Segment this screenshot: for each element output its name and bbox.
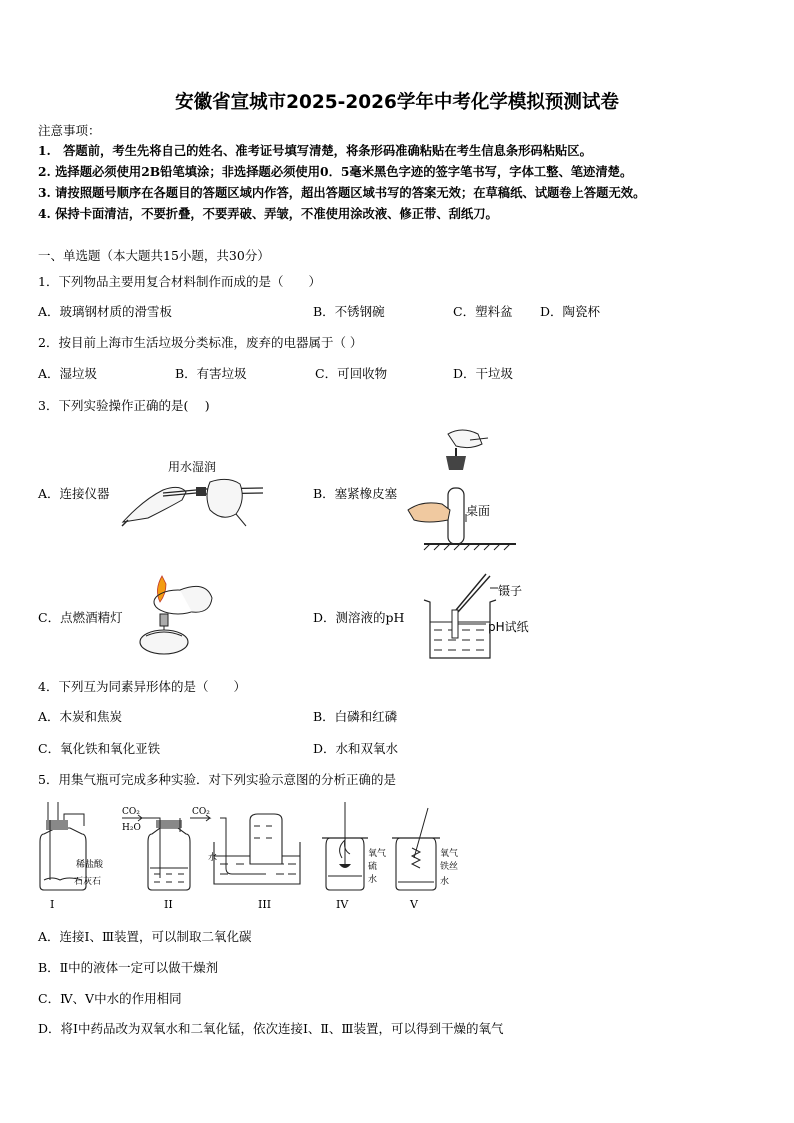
q4-stem: 4．下列互为同素异形体的是（ ） xyxy=(38,679,246,694)
q3-stem: 3．下列实验操作正确的是( ) xyxy=(38,398,210,413)
q3-a-label: 用水湿润 xyxy=(168,460,217,474)
bottle-v-label-water: 水 xyxy=(440,877,450,887)
bottle-i-label-limestone: 石灰石 xyxy=(74,877,102,887)
q4-option-b: B．白磷和红磷 xyxy=(313,709,398,724)
bottle-iv-label-oxygen: 氧气 xyxy=(368,849,387,859)
bottle-i-number: I xyxy=(50,898,55,911)
bottle-v-label-iron-wire: 铁丝 xyxy=(440,862,459,872)
q4-option-a: A．木炭和焦炭 xyxy=(38,709,123,724)
q3-b-label: 桌面 xyxy=(466,504,491,518)
alcohol-lamp-figure xyxy=(136,572,218,660)
q2-option-d: D．干垃圾 xyxy=(453,366,514,381)
notice-item-2: 2. 选择题必须使用2B铅笔填涂；非选择题必须使用0．5毫米黑色字迹的签字笔书写，字体工整、笔迹清楚。 xyxy=(38,164,633,179)
q2-stem: 2．按目前上海市生活垃圾分类标准，废弃的电器属于（ ） xyxy=(38,335,363,350)
section-heading: 一、单选题（本大题共15小题，共30分） xyxy=(38,248,270,263)
notice-item-4: 4. 保持卡面清洁，不要折叠，不要弄破、弄皱，不准使用涂改液、修正带、刮纸刀。 xyxy=(38,206,498,221)
bottle-ii-out-co2: CO₂ xyxy=(192,807,210,817)
q2-option-b: B．有害垃圾 xyxy=(175,366,247,381)
connect-apparatus-figure xyxy=(118,470,268,530)
bottle-iv-label-sulfur: 硫 xyxy=(368,862,378,872)
gas-bottle-figures xyxy=(30,798,470,916)
bottle-ii-number: II xyxy=(164,898,173,911)
stopper-figure xyxy=(408,426,520,550)
q4-option-c: C．氧化铁和氧化亚铁 xyxy=(38,741,161,756)
q5-option-a: A．连接Ⅰ、Ⅲ装置，可以制取二氧化碳 xyxy=(38,929,252,944)
notice-heading: 注意事项： xyxy=(38,123,101,138)
bottle-ii-in-h2o: H₂O xyxy=(122,823,141,833)
bottle-ii xyxy=(122,807,210,911)
bottle-v-number: V xyxy=(410,898,418,911)
bottle-iii xyxy=(208,814,300,911)
bottle-i-label-acid: 稀盐酸 xyxy=(76,860,104,870)
notice-item-1: 1. 答题前，考生先将自己的姓名、准考证号填写清楚，将条形码准确粘贴在考生信息条形码粘贴区。 xyxy=(38,143,592,158)
bottle-iv-number: IV xyxy=(336,898,349,911)
bottle-iv-label-water: 水 xyxy=(368,875,378,885)
q3-d-label-tweezers: 镊子 xyxy=(498,584,523,598)
q1-option-b: B．不锈钢碗 xyxy=(313,304,385,319)
q3-option-a: A．连接仪器 xyxy=(38,486,110,501)
q5-option-b: B．Ⅱ中的液体一定可以做干燥剂 xyxy=(38,960,219,975)
bottle-iii-label-water: 水 xyxy=(208,853,218,863)
q1-option-d: D．陶瓷杯 xyxy=(540,304,601,319)
q4-option-d: D．水和双氧水 xyxy=(313,741,399,756)
q3-option-b: B．塞紧橡皮塞 xyxy=(313,486,398,501)
bottle-i xyxy=(40,802,104,911)
q3-option-d: D．测溶液的pH xyxy=(313,610,405,625)
bottle-ii-in-co2: CO₂ xyxy=(122,807,140,817)
q2-option-c: C．可回收物 xyxy=(315,366,388,381)
q5-option-d: D．将Ⅰ中药品改为双氧水和二氧化锰，依次连接Ⅰ、Ⅱ、Ⅲ装置，可以得到干燥的氧气 xyxy=(38,1021,504,1036)
bottle-iv xyxy=(322,802,386,911)
q3-d-label-ph-paper: pH试纸 xyxy=(488,620,529,634)
bottle-v xyxy=(392,808,458,911)
q1-stem: 1．下列物品主要用复合材料制作而成的是（ ） xyxy=(38,274,321,289)
q5-option-c: C．Ⅳ、Ⅴ中水的作用相同 xyxy=(38,991,182,1006)
bottle-v-label-oxygen: 氧气 xyxy=(440,849,459,859)
q1-option-a: A．玻璃钢材质的滑雪板 xyxy=(38,304,173,319)
bottle-iii-number: III xyxy=(258,898,272,911)
q1-option-c: C．塑料盆 xyxy=(453,304,513,319)
q5-stem: 5．用集气瓶可完成多种实验．对下列实验示意图的分析正确的是 xyxy=(38,772,396,787)
q3-option-c: C．点燃酒精灯 xyxy=(38,610,123,625)
q2-option-a: A．湿垃圾 xyxy=(38,366,98,381)
ph-test-figure xyxy=(420,570,500,662)
notice-item-3: 3. 请按照题号顺序在各题目的答题区域内作答，超出答题区域书写的答案无效；在草稿纸、试题卷上答题无效。 xyxy=(38,185,646,200)
page-title: 安徽省宣城市2025-2026学年中考化学模拟预测试卷 xyxy=(175,92,619,113)
